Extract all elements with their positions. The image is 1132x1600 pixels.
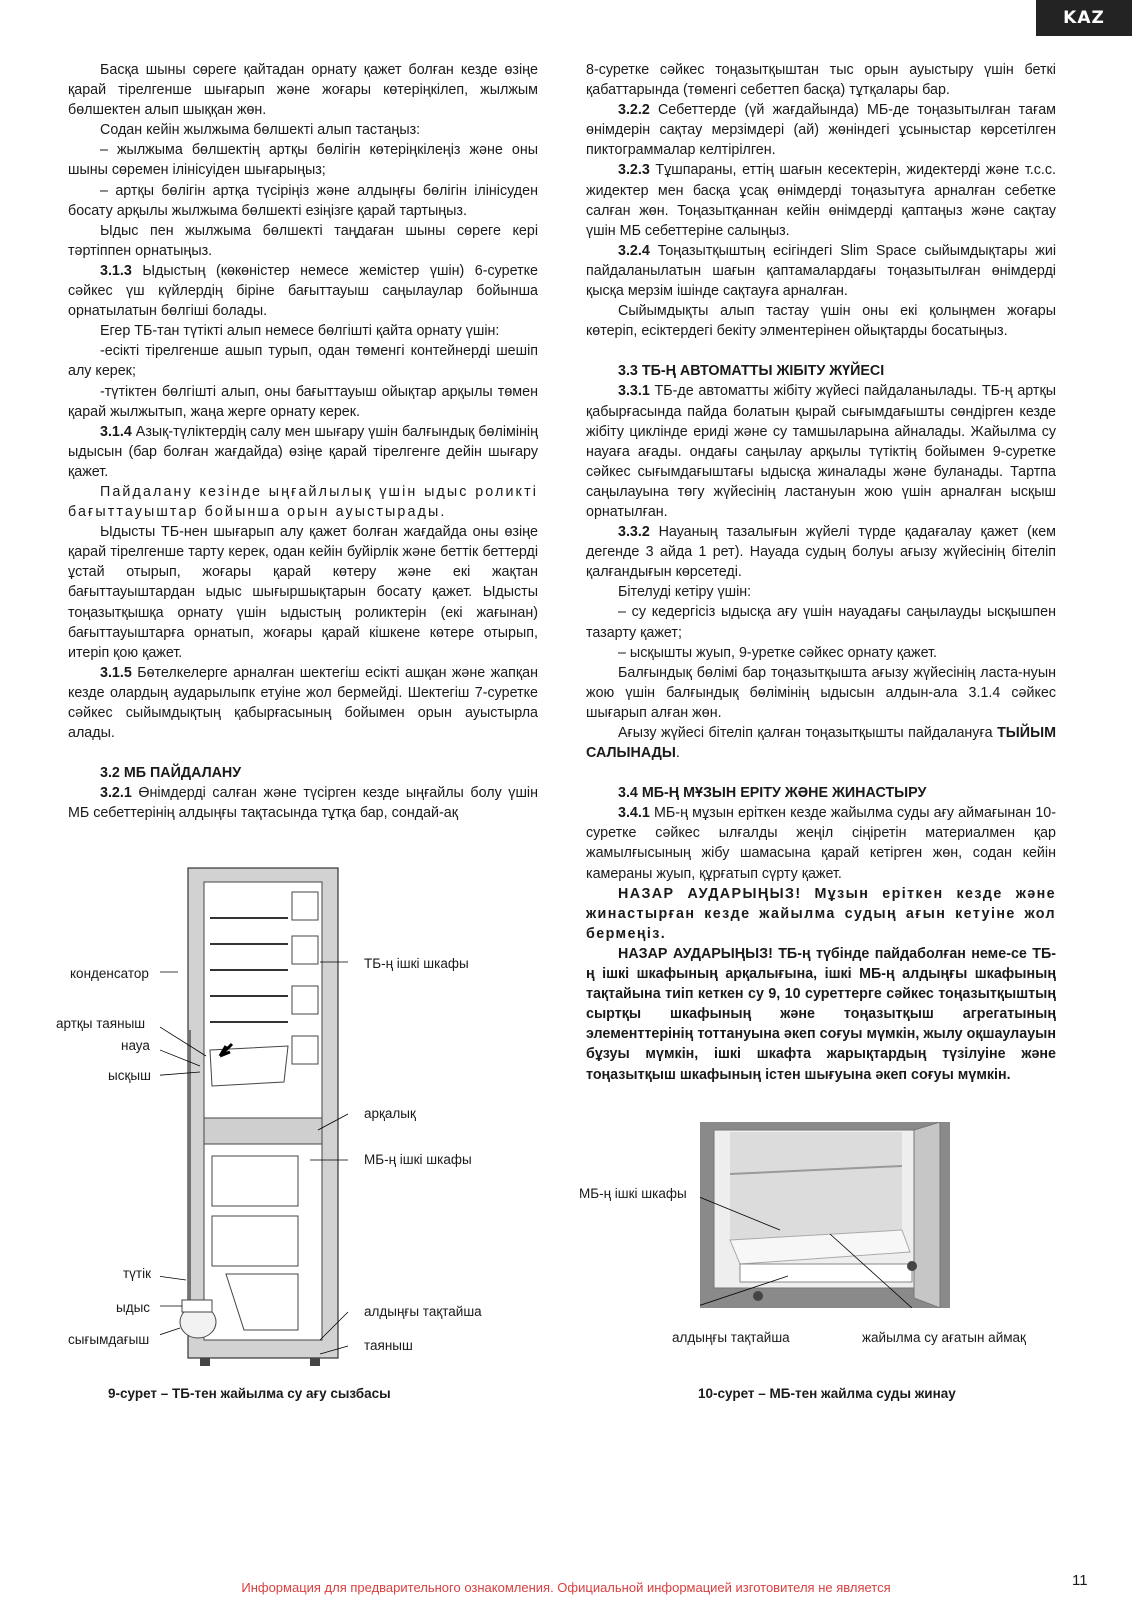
figure-10-caption: 10-сурет – МБ-тен жайлма суды жинау [698,1386,956,1401]
label-condenser: конденсатор [70,966,149,981]
warning-1: НАЗАР АУДАРЫҢЫЗ! Мұзын еріткен кезде және жинастырған кезде жайылма судың ағын кетуіне жол бермеңіз. [586,885,1056,942]
paragraph: Ыдыс пен жылжыма бөлшекті таңдаған шыны сөреге кері тәртіппен орнатыңыз. [68,222,538,259]
paragraph [586,723,1056,763]
label-scraper: ысқыш [108,1068,151,1083]
paragraph: Балғындық бөлімі бар тоңазытқышта ағызу жүйесінің ласта-нуын жою үшін балғындық бөлімінің ыдысын алдын-ала 3.1.4 сәйкес шығарып алған жөн. [586,664,1056,721]
label-support: таяныш [364,1338,413,1353]
paragraph-end: . [675,745,680,762]
label-front-plate-fig10: алдыңғы тақтайша [672,1330,790,1345]
section-heading-3-3: 3.3 ТБ-Ң АВТОМАТТЫ ЖІБІТУ ЖҮЙЕСІ [618,363,885,380]
label-beam: арқалық [364,1106,416,1121]
paragraph-text: Өнімдерді салған және түсірген кезде ыңғайлы болу үшін МБ себеттерінің алдыңғы тақтасында тұтқа бар, сондай-ақ [68,785,538,822]
paragraph-text: Себеттерде (үй жағдайында) МБ-де тоңазытылған тағам өнімдерін сақтау мерзімдері (ай) жөніндегі ұсыныстар көрсетілген пиктограммалар келтірілген. [586,102,1056,159]
label-back-support: артқы таяныш [56,1016,146,1031]
figure-9-diagram [160,860,360,1380]
label-fridge-inner-cabinet: ТБ-ң ішкі шкафы [364,956,469,971]
paragraph-text: Науаның тазалығын жүйелі түрде қадағалау қажет (кем дегенде 3 айда 1 рет). Науада судың болуы ағызу жүйесінің бітеліп қалғандығын көрсетеді. [586,524,1056,581]
label-front-plate: алдыңғы тақтайша [364,1304,482,1319]
paragraph: Бітелуді кетіру үшін: [618,584,752,601]
section-number: 3.1.3 [100,262,132,279]
paragraph-3-2-4 [586,241,1056,301]
paragraph: Пайдалану кезінде ыңғайлылық үшін ыдыс роликті бағыттауыштар бойынша орын ауыстырады. [68,483,538,521]
paragraph: – су кедергісіз ыдысқа ағу үшін науадағы саңылауды ысқышпен тазарту қажет; [586,604,1056,641]
section-number: 3.2.3 [618,162,650,179]
paragraph-3-2-3 [586,160,1056,240]
paragraph-text: Бөтелкелерге арналған шектегіш есікті ашқан және жапқан кезде олардың аударылыпк етуіне жол бермейді. Шектегіш 7-суретке сәйкес сыйымдықтың қабырғасының бойымен орын ауыстырла алады. [68,664,538,742]
paragraph: Содан кейін жылжыма бөлшекті алып тастаңыз: [100,122,421,139]
paragraph: Егер ТБ-тан түтікті алып немесе бөлгішті қайта орнату үшін: [100,323,500,340]
disclaimer: Информация для предварительного ознакомления. Официальной информацией изготовителя не является [241,1580,891,1595]
section-number: 3.2.2 [618,102,650,119]
section-number: 3.2.4 [618,242,650,259]
paragraph-text: Ағызу жүйесі бітеліп қалған тоңазытқышты пайдалануға [618,725,998,741]
paragraph-3-2-1 [68,783,538,823]
paragraph-3-3-1 [586,381,1056,522]
paragraph: Сыйымдықты алып тастау үшін оны екі қолыңмен жоғары көтеріп, есіктердегі бекіту элментерінен ойықтарды босатыңыз. [586,303,1056,340]
paragraph: -түтіктен бөлгішті алып, оны бағыттауыш ойықтар арқылы төмен қарай жылжытып, жаңа жерге орнату керек. [68,383,538,420]
section-number: 3.3.1 [618,383,650,400]
paragraph: 8-суретке сәйкес тоңазытқыштан тыс орын ауыстыру үшін беткі қабаттарында (төменгі себеттеп басқа) тұтқалары бар. [586,62,1056,99]
section-heading-3-4: 3.4 МБ-Ң МҰЗЫН ЕРІТУ ЖӘНЕ ЖИНАСТЫРУ [618,785,927,802]
paragraph: – артқы бөлігін артқа түсіріңіз және алдыңғы бөлігін ілінісуден босату арқылы жылжыма бөлшекті езіңізге қарай тартыңыз. [68,182,538,219]
prohibition-text: ТЫЙЫМ САЛЫНАДЫ [586,725,1056,762]
paragraph: -есікті тірелгенше ашып турып, одан төменгі контейнерді шешіп алу керек; [68,343,538,380]
paragraph: – ысқышты жуып, 9-уретке сәйкес орнату қажет. [618,644,938,661]
paragraph-text: ТБ-де автоматты жібіту жүйесі пайдаланылады. ТБ-ң артқы қабырғасында пайда болатын қырай сығымдағышты сөндірген кезде жібіту циклінде ериді және су тамшыларына айналады. Жайылма су науаға ағады. ондағы саңылау арқылы түтіктің бойымен 9-суретке сәйкес сығымдағыштағы ыдысқа жиналады және буланады. Тартпа саңылауына төгу жүйесінің ластануын жою үшін арналған ысқыш орнатылған. [586,383,1056,520]
right-column [586,60,1056,1085]
section-number: 3.1.4 [100,423,132,440]
label-compressor: сығымдағыш [68,1332,150,1347]
paragraph-text: Тұшпараны, еттің шағын кесектерін, жидектерді және т.с.с. жидектер мен басқа ұсақ өнімдерді тоңазытуға арналған себетке салған жөн. Тоңазытқаннан кейін өнімдерді қаптаңыз және сақтау үшін МБ себеттеріне салыңыз. [586,162,1056,239]
section-number: 3.2.1 [100,785,132,802]
section-number: 3.4.1 [618,805,650,822]
label-vessel: ыдыс [116,1300,151,1315]
paragraph-3-1-3 [68,261,538,321]
paragraph-3-2-2 [586,100,1056,160]
paragraph-text: МБ-ң мұзын еріткен кезде жайылма суды ағу аймағынан 10-суретке сәйкес ылғалды жеңіл сіңіретін материалмен қар жамылғысының жібу шамасына қарай кетірген жөн, содан кейін камераны жуып, құрғатып сүрту қажет. [586,805,1056,882]
paragraph: Ыдысты ТБ-нен шығарып алу қажет болған жағдайда оны өзіңе қарай тірелгенше тарту керек, одан кейін буйірлік және беттік беттерді ұстай отырып, жоғары қарай көтеру және екі жақтан бағыттауыштардан ыдыс шығыршықтарын босату қажет. Ыдысты тоңазытқышқа орнату үшін ыдыстың роликтерін (екі жағынан) бағыттауыштарға орнатып, жоғары қарай кішкене көтере отырып, итеріп қою қажет. [68,524,538,661]
section-number: 3.1.5 [100,664,132,681]
language-tab: KAZ [1036,0,1132,36]
paragraph-text: Азық-түліктердің салу мен шығару үшін балғындық бөлімінің ыдысын (бар болған жағдайда) өзіңе қарай тірелгенге дейін шығару қажет. [68,423,538,480]
paragraph-text: Тоңазытқыштың есігіндегі Slim Space сыйымдықтары жиі пайдаланылатын шағын қаптамалардағы тоңазытылған өнімдерді қысқа мерзім ішінде сақтауға арналған. [586,242,1056,300]
paragraph-3-4-1 [586,803,1056,883]
label-tube: түтік [123,1266,152,1281]
paragraph-text: Ыдыстың (көкөністер немесе жемістер үшін) 6-суретке сәйкес үш күйлердің біріне бағыттауыш саңылаулар бойынша орнатылатын бөлгіші болады. [68,262,538,320]
figure-9-caption: 9-сурет – ТБ-тен жайылма су ағу сызбасы [108,1386,391,1401]
section-number: 3.3.2 [618,524,650,541]
paragraph-3-1-5 [68,663,538,743]
left-column [68,60,538,823]
section-heading-3-2: 3.2 МБ ПАЙДАЛАНУ [100,765,242,782]
paragraph-3-3-2 [586,522,1056,582]
label-freezer-inner-cabinet: МБ-ң ішкі шкафы [364,1152,472,1167]
label-tray: науа [121,1038,150,1053]
warning-2: НАЗАР АУДАРЫҢЫЗ! ТБ-ң түбінде пайдаболған неме-се ТБ-ң ішкі шкафының арқалығына, ішкі МБ-ң алдыңғы шкафының тақтайына тиіп кеткен су 9, 10 суреттерге сәйкес тоңазытқыштың сыртқы шкафының және тоңазытқыш агрегатының элементтерінің тоттануына әкеп соғуы мүмкін, жылу оқшаулауын бұзуы мүмкін, ішкі шкафта жарықтардың түзілуіне және тоңазытқыш шкафының істен шығуына әкеп соғуы мүмкін. [586,945,1056,1083]
label-water-zone: жайылма су ағатын аймақ [862,1330,1026,1345]
paragraph: – жылжыма бөлшектің артқы бөлігін көтеріңкілеңіз және оны шыны сөремен ілінісуіден шығарыңыз; [68,142,538,179]
figure-10-photo [700,1122,950,1308]
paragraph: Басқа шыны сөреге қайтадан орнату қажет болған кезде өзіңе қарай тірелгенше шығарып және жоғары көтеріңкілеп, жылжым бөлшектен алып шыққан жөн. [68,62,538,119]
label-freezer-inner-cabinet-fig10: МБ-ң ішкі шкафы [579,1186,687,1201]
page-number: 11 [1072,1572,1088,1589]
paragraph-3-1-4 [68,422,538,482]
